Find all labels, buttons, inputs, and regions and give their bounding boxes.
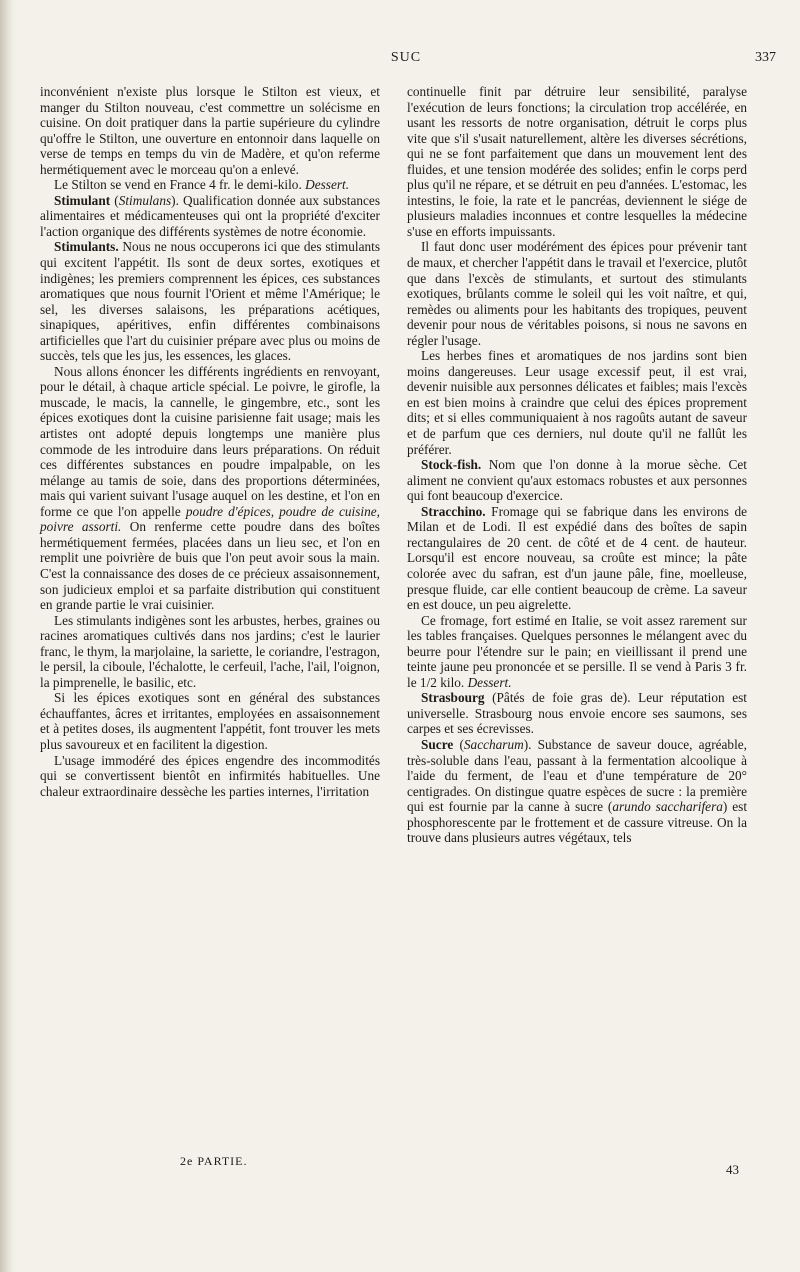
- category-tag: Dessert.: [467, 674, 512, 690]
- entry-headword: Stock-fish.: [421, 457, 482, 473]
- signature-mark: 2e PARTIE.: [180, 1154, 248, 1168]
- paragraph: Si les épices exotiques sont en général des substances échauffantes, âcres et irritantes, employées en assaisonnement et à petites doses, ils augmentent l'appétit, font trouver les mets plus savoureux et en facilitent la digestion.: [40, 690, 380, 752]
- page-number: 337: [755, 50, 776, 65]
- entry-headword: Stimulants.: [54, 239, 119, 255]
- paragraph: Nous allons énoncer les différents ingrédients en renvoyant, pour le détail, à chaque article spécial. Le poivre, le girofle, la muscade, le macis, la cannelle, le gingembre, etc., sont les épices exotiques dont la cuisine parisienne fait usage; mais les artistes ont adopté depuis longtemps une manière plus commode de les introduire dans leurs préparations. On réduit ces différentes substances en poudre impalpable, on les mélange au tamis de soie, dans des proportions déterminées, mais qui varient suivant l'usage auquel on les destine, et l'on en forme ce que l'on appelle poudre d'épices, poudre de cuisine, poivre assorti. On renferme cette poudre dans des boîtes hermétiquement fermées, placées dans un lieu sec, et l'on en remplit une poivrière de buis que l'on peut avoir sous la main. C'est la connaissance des doses de ce précieux assaisonnement, son judicieux emploi et sa parfaite distribution qui constituent en grande partie le vrai cuisinier.: [40, 363, 380, 613]
- entry-stimulants: Stimulants. Nous ne nous occuperons ici que des stimulants qui excitent l'appétit. Ils sont de deux sortes, exotiques et indigènes; les premiers comprennent les épices, ces substances aromatiques que nous fournit l'Orient et même l'Amérique; le sel, les diverses salaisons, les préparations acétiques, sinapiques, apéritives, enfin différentes combinaisons artificielles que l'art du cuisinier prépare avec plus ou moins de succès, tels que les jus, les essences, les glaces.: [40, 239, 380, 364]
- paragraph: Les stimulants indigènes sont les arbustes, herbes, graines ou racines aromatiques cultivés dans nos jardins; c'est le laurier franc, le thym, la marjolaine, la sariette, le coriandre, l'estragon, le persil, la ciboule, l'échalotte, le cerfeuil, l'ache, l'ail, l'oignon, la pimprenelle, le basilic, etc.: [40, 612, 380, 690]
- page-title: SUC: [390, 50, 422, 65]
- entry-stock-fish: Stock-fish. Nom que l'on donne à la morue sèche. Cet aliment ne convient qu'aux estomacs robustes et aux personnes qui font beaucoup d'exercice.: [407, 457, 747, 504]
- entry-strasbourg: Strasbourg (Pâtés de foie gras de). Leur réputation est universelle. Strasbourg nous envoie encore ses saumons, ses carpes et ses écrevisses.: [407, 690, 747, 737]
- entry-stracchino: Stracchino. Fromage qui se fabrique dans les environs de Milan et de Lodi. Il est expédié dans des boîtes de sapin rectangulaires de 20 cent. de côté et de 4 cent. de hauteur. Lorsqu'il est encore nouveau, sa croûte est mince; la pâte colorée avec du safran, est d'un jaune pâle, fine, moelleuse, presque fluide, car elle contient beaucoup de crème. La saveur en est douce, un peu aigrelette.: [407, 503, 747, 613]
- paragraph: inconvénient n'existe plus lorsque le Stilton est vieux, et manger du Stilton nouveau, c'est commettre un solécisme en cuisine. On doit pratiquer dans la partie supérieure du cylindre qu'offre le Stilton, une ouverture en entonnoir dans laquelle on verse de temps en temps du vin de Madère, et qu'on referme hermétiquement avec le morceau qu'on a enlevé.: [40, 84, 380, 177]
- paragraph: Le Stilton se vend en France 4 fr. le demi-kilo. Dessert.: [54, 177, 350, 193]
- paragraph: Les herbes fines et aromatiques de nos jardins sont bien moins dangereuses. Leur usage excessif peut, il est vrai, devenir nuisible aux personnes délicates et faibles; mais l'excès en est bien moins à craindre que celui des épices proprement dits; et si elles communiquaient à nos ragoûts autant de saveur et de parfum que ces derniers, nul doute qu'il ne fallût les préférer.: [407, 348, 747, 457]
- left-column: [40, 84, 380, 799]
- paragraph: continuelle finit par détruire leur sensibilité, paralyse l'exécution de leurs fonctions; la circulation trop accélérée, en usant les ressorts de notre organisation, détruit le corps plus vite que s'il s'usait naturellement, altère les diverses sécrétions, qui ne se font parfaitement que dans un mouvement lent des fluides, et une tension modérée des solides; enfin le corps perd plus qu'il ne répare, et se détruit en peu d'années. L'estomac, les intestins, le foie, la rate et le pancréas, deviennent le siége de plusieurs maladies inconnues et contre lesquelles la médecine s'use en efforts impuissants.: [407, 84, 747, 239]
- paragraph: L'usage immodéré des épices engendre des incommodités qui se convertissent bientôt en infirmités habituelles. Une chaleur extraordinaire dessèche les parties internes, l'irritation: [40, 752, 380, 799]
- entry-stimulant: Stimulant (Stimulans). Qualification donnée aux substances alimentaires et médicamenteuses qui ont la propriété d'exciter l'action organique des différents systèmes de notre économie.: [40, 192, 380, 239]
- category-tag: Dessert.: [305, 177, 350, 193]
- entry-headword: Stimulant: [54, 192, 111, 208]
- sheet-number: 43: [726, 1162, 739, 1177]
- entry-headword: Sucre: [421, 736, 454, 752]
- running-head: [36, 50, 776, 72]
- paragraph: Il faut donc user modérément des épices pour prévenir tant de maux, et chercher l'appétit dans le travail et l'exercice, plutôt que dans l'excès de stimulants, et surtout des stimulants exotiques, brûlants comme le soleil qui les voit naître, et qui, remèdes ou aliments pour les habitants des tropiques, peuvent devenir pour nous de véritables poisons, si nous ne savons en régler l'usage.: [407, 239, 747, 348]
- entry-sucre: Sucre (Saccharum). Substance de saveur douce, agréable, très-soluble dans l'eau, passant à la fermentation alcoolique à l'aide du ferment, de l'eau et d'une température de 20° centigrades. On distingue quatre espèces de sucre : la première qui est fournie par la canne à sucre (arundo saccharifera) est phosphorescente par le frottement et de cassure vitreuse. On la trouve dans plusieurs autres végétaux, tels: [407, 736, 748, 846]
- page-gutter-shadow: [0, 0, 14, 1272]
- entry-headword: Stracchino.: [421, 503, 486, 519]
- entry-headword: Strasbourg: [421, 690, 485, 706]
- paragraph: Ce fromage, fort estimé en Italie, se voit assez rarement sur les tables françaises. Quelques personnes le mélangent avec du beurre pour l'étendre sur le pain; en vieillissant il prend une teinte jaune peu prononcée et se persille. Il se vend à Paris 3 fr. le 1/2 kilo. Dessert.: [407, 612, 747, 690]
- right-column: [407, 84, 747, 846]
